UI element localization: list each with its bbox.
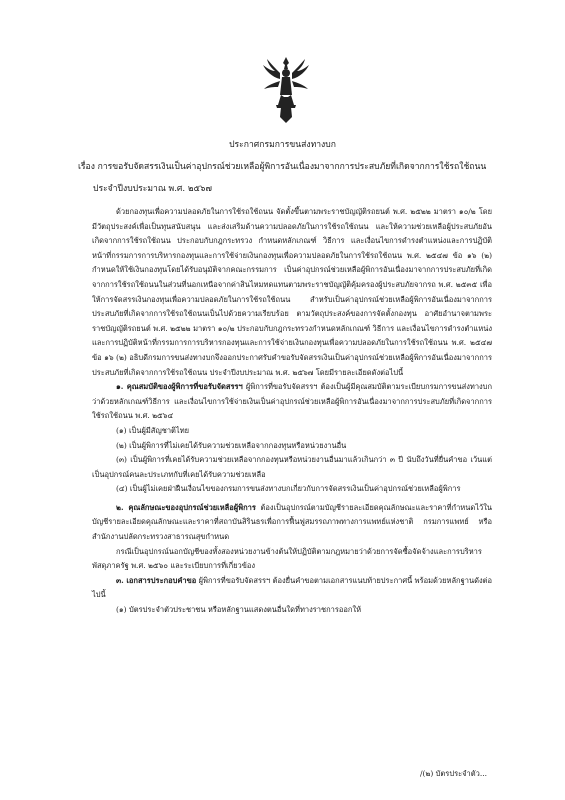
announcement-title: ประกาศกรมการขนส่งทางบก <box>229 140 336 150</box>
section-1-item: (๔) เป็นผู้ไม่เคยฝ่าฝืนเงื่อนไขของกรมการขนส่งทางบกเกี่ยวกับการจัดสรรเงินเป็นค่าอุปกรณ์ช่วยเหลือผู้พิการ <box>116 484 461 494</box>
section-2-text: ต้องเป็นอุปกรณ์ตามบัญชีรายละเอียดคุณลักษณะและราคาที่กำหนดไว้ในบัญชีรายละเอียดคุณลักษณะและราคาที่สถาบันสิรินธรเพื่อการฟื้นฟูสมรรถภาพทางการแพทย์แห่งชาติ กรมการแพทย์ หรือสำนักงานปลัดกระทรวงสาธารณสุขกำหนด <box>92 502 492 542</box>
section-1-item: (๓) เป็นผู้พิการที่เคยได้รับความช่วยเหลือจากกองทุนหรือหน่วยงานอื่นมาแล้วเกินกว่า ๓ ปี นับถึงวันที่ยื่นคำขอ เว้นแต่เป็นอุปกรณ์คนละประเภทกับที่เคยได้รับความช่วยเหลือ <box>92 455 492 479</box>
section-3-text: ผู้พิการที่ขอรับจัดสรรฯ ต้องยื่นคำขอตามเอกสารแนบท้ายประกาศนี้ พร้อมด้วยหลักฐานดังต่อไปนี้ <box>92 575 492 600</box>
section-3-item: (๑) บัตรประจำตัวประชาชน หรือหลักฐานแสดงตนอื่นใดที่ทางราชการออกให้ <box>116 605 362 615</box>
section-1-item: (๒) เป็นผู้พิการที่ไม่เคยได้รับความช่วยเหลือจากกองทุนหรือหน่วยงานอื่น <box>116 440 347 450</box>
section-1-text: ผู้พิการที่ขอรับจัดสรรฯ ต้องเป็นผู้มีคุณสมบัติตามระเบียบกรมการขนส่งทางบกว่าด้วยหลักเกณฑ์วิธีการ และเงื่อนไขการใช้จ่ายเงินเป็นค่าอุปกรณ์ช่วยเหลือผู้พิการอันเนื่องมาจากการประสบภัยที่เกิดจากการใช้รถใช้ถนน พ.ศ. ๒๕๖๔ <box>92 382 492 421</box>
announcement-header <box>0 134 565 200</box>
announcement-body <box>92 205 492 618</box>
section-3-heading: ๓. เอกสารประกอบคำขอ <box>116 575 197 585</box>
intro-paragraph: ด้วยกองทุนเพื่อความปลอดภัยในการใช้รถใช้ถนน จัดตั้งขึ้นตามพระราชบัญญัติรถยนต์ พ.ศ. ๒๕๒๒ มาตรา ๑๐/๒ โดยมีวัตถุประสงค์เพื่อเป็นทุนสนับสนุน และส่งเสริมด้านความปลอดภัยในการใช้รถใช้ถนน และให้ความช่วยเหลือผู้ประสบภัยอันเกิดจากการใช้รถใช้ถนน ประกอบกับกฎกระทรวง กำหนดหลักเกณฑ์ วิธีการ และเงื่อนไขการดำรงตำแหน่งและการปฏิบัติหน้าที่กรรมการการบริหารกองทุนและการใช้จ่ายเงินกองทุนเพื่อความปลอดภัยในการใช้รถใช้ถนน พ.ศ. ๒๕๔๗ ข้อ ๑๖ (๒) กำหนดให้ใช้เงินกองทุนโดยได้รับอนุมัติจากคณะกรรมการ เป็นค่าอุปกรณ์ช่วยเหลือผู้พิการอันเนื่องมาจากการประสบภัยที่เกิดจากการใช้รถใช้ถนนในส่วนที่นอกเหนือจากค่าสินไหมทดแทนตามพระราชบัญญัติคุ้มครองผู้ประสบภัยจากรถ พ.ศ. ๒๕๓๕ เพื่อให้การจัดสรรเงินกองทุนเพื่อความปลอดภัยในการใช้รถใช้ถนน สำหรับเป็นค่าอุปกรณ์ช่วยเหลือผู้พิการอันเนื่องมาจากการประสบภัยที่เกิดจากการใช้รถใช้ถนนเป็นไปด้วยความเรียบร้อย ตามวัตถุประสงค์ของการจัดตั้งกองทุน อาศัยอำนาจตามพระราชบัญญัติรถยนต์ พ.ศ. ๒๕๒๒ มาตรา ๑๐/๒ ประกอบกับกฎกระทรวงกำหนดหลักเกณฑ์ วิธีการ และเงื่อนไขการดำรงตำแหน่งและการปฏิบัติหน้าที่กรรมการการบริหารกองทุนและการใช้จ่ายเงินกองทุนเพื่อความปลอดภัยในการใช้รถใช้ถนน พ.ศ. ๒๕๔๗ ข้อ ๑๖ (๒) อธิบดีกรมการขนส่งทางบกจึงออกประกาศรับคำขอรับจัดสรรเงินเป็นค่าอุปกรณ์ช่วยเหลือผู้พิการอันเนื่องมาจากการประสบภัยที่เกิดจากการใช้รถใช้ถนน ประจำปีงบประมาณ พ.ศ. ๒๕๖๗ โดยมีรายละเอียดดังต่อไปนี้ <box>92 207 492 377</box>
section-2-text-2: กรณีเป็นอุปกรณ์นอกบัญชีของทั้งสองหน่วยงานข้างต้นให้ปฏิบัติตามกฎหมายว่าด้วยการจัดซื้อจัดจ้างและการบริหารพัสดุภาครัฐ พ.ศ. ๒๕๖๐ และระเบียบการที่เกี่ยวข้อง <box>92 546 482 571</box>
announcement-subject: เรื่อง การขอรับจัดสรรเงินเป็นค่าอุปกรณ์ช่วยเหลือผู้พิการอันเนื่องมาจากการประสบภัยที่เกิดจากการใช้รถใช้ถนน <box>78 162 487 172</box>
section-2-paragraph <box>92 501 492 545</box>
continuation-note: /(๒) บัตรประจำตัว... <box>419 769 487 778</box>
section-1-heading: ๑. คุณสมบัติของผู้พิการที่ขอรับจัดสรรฯ <box>116 382 243 392</box>
section-2-heading: ๒. คุณลักษณะของอุปกรณ์ช่วยเหลือผู้พิการ <box>116 502 256 512</box>
section-3-paragraph <box>92 574 492 603</box>
section-1-paragraph <box>92 380 492 424</box>
announcement-subject-fiscal-year: ประจำปีงบประมาณ พ.ศ. ๒๕๖๗ <box>93 184 212 194</box>
section-1-item: (๑) เป็นผู้มีสัญชาติไทย <box>116 425 190 435</box>
garuda-emblem-icon <box>262 55 310 125</box>
